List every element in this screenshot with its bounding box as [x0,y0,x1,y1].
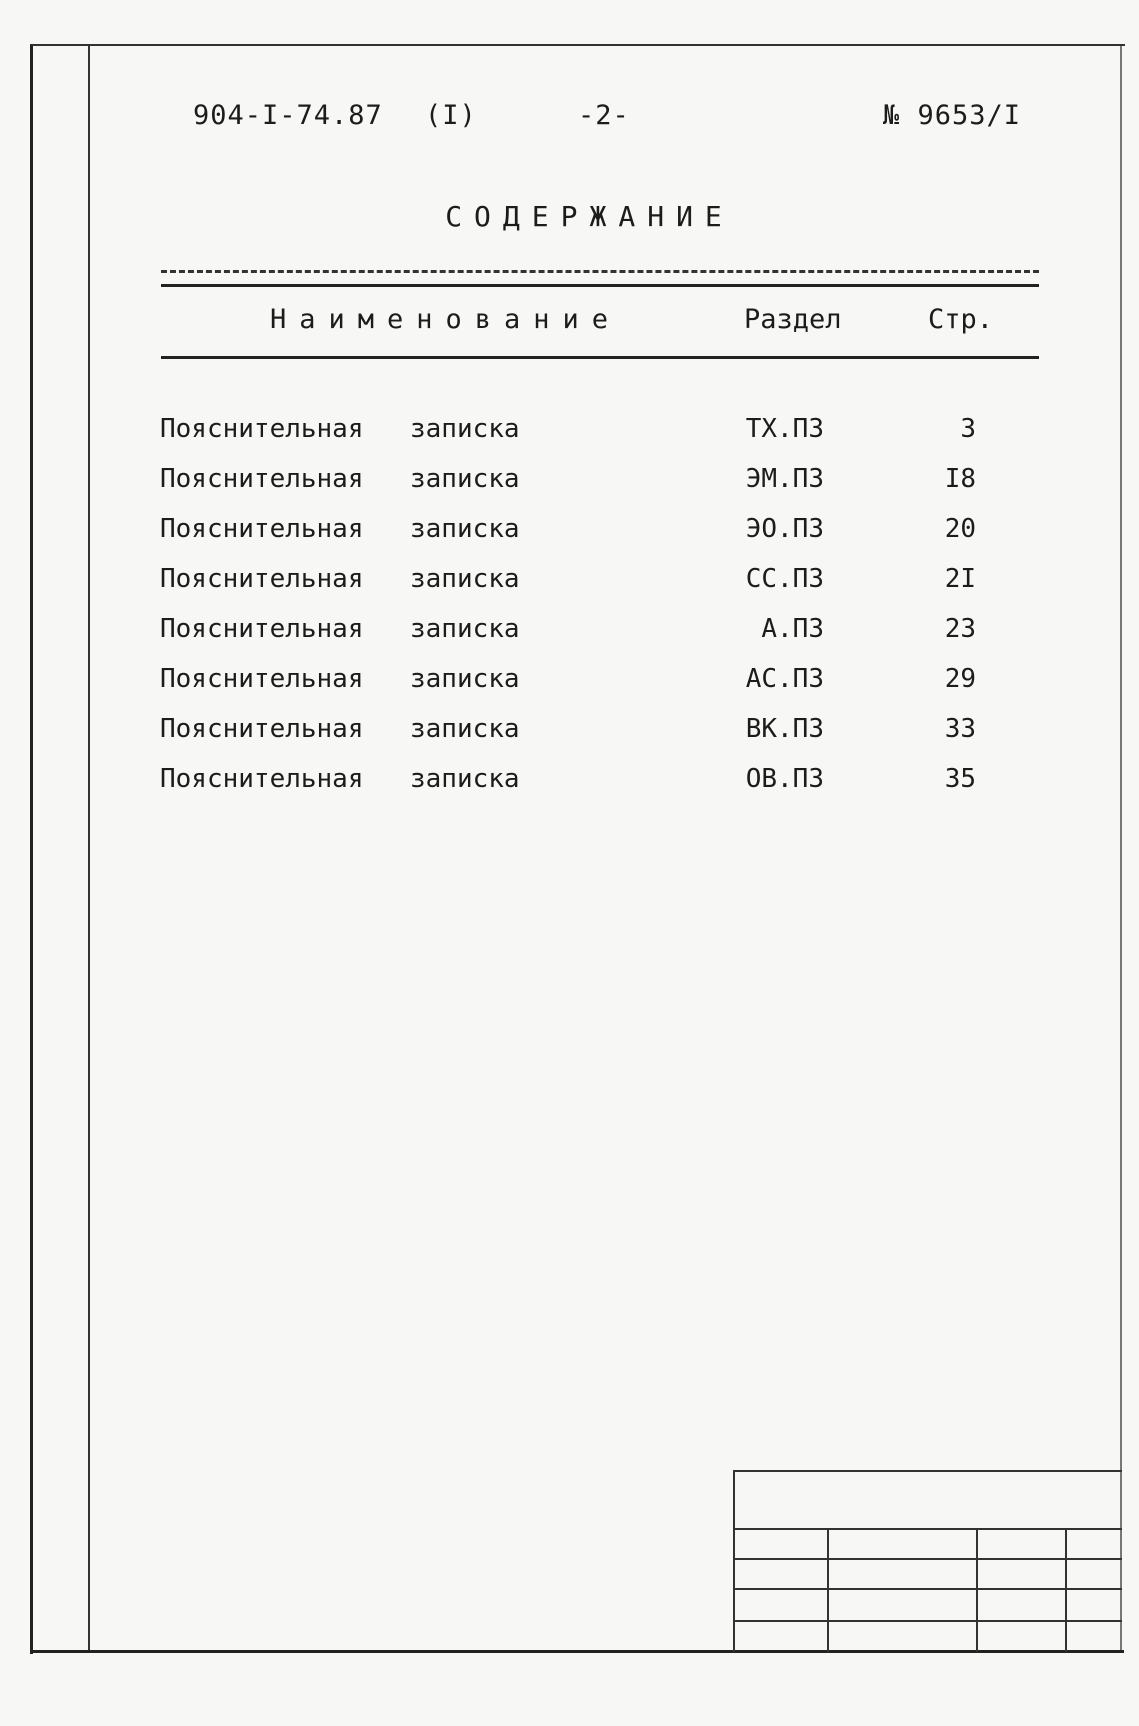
column-header-name: Наименование [270,304,622,335]
title-block-stamp [733,1470,1122,1652]
row-page: 20 [944,514,976,544]
page-number: -2- [578,100,630,131]
row-section: ЭМ.ПЗ [745,464,824,494]
row-section: ТХ.ПЗ [745,414,824,444]
row-name-word2: записка [410,464,520,494]
stamp-line [1065,1528,1067,1652]
row-section: ЭО.ПЗ [745,514,824,544]
page-frame-right-edge [1120,46,1122,1652]
table-row [0,464,1139,504]
row-name-word2: записка [410,664,520,694]
stamp-line [733,1588,1122,1590]
page-title: СОДЕРЖАНИЕ [445,200,734,233]
row-name-word1: Пояснительная [160,664,364,694]
table-row [0,514,1139,554]
document-part: (I) [425,100,477,131]
document-number: № 9653/I [883,100,1022,131]
dashed-divider [161,270,1039,273]
column-header-page: Стр. [928,304,994,335]
row-section: А.ПЗ [761,614,824,644]
stamp-line [976,1528,978,1652]
row-name-word1: Пояснительная [160,414,364,444]
row-name-word2: записка [410,514,520,544]
row-name-word1: Пояснительная [160,514,364,544]
row-page: 2I [944,564,976,594]
row-section: АС.ПЗ [745,664,824,694]
row-name-word2: записка [410,414,520,444]
table-row [0,414,1139,454]
row-name-word1: Пояснительная [160,764,364,794]
row-page: 33 [944,714,976,744]
table-row [0,764,1139,804]
stamp-line [733,1470,1122,1472]
row-name-word1: Пояснительная [160,614,364,644]
table-header-rule [161,356,1039,359]
table-row [0,664,1139,704]
table-top-rule [161,284,1039,287]
row-name-word1: Пояснительная [160,464,364,494]
row-section: СС.ПЗ [745,564,824,594]
row-name-word2: записка [410,764,520,794]
row-section: ВК.ПЗ [745,714,824,744]
document-code: 904-I-74.87 [193,100,383,131]
row-page: 35 [944,764,976,794]
stamp-line [733,1558,1122,1560]
row-name-word2: записка [410,614,520,644]
table-row [0,614,1139,654]
stamp-line [733,1470,735,1652]
row-page: 3 [960,414,976,444]
row-page: I8 [944,464,976,494]
stamp-line [733,1620,1122,1622]
row-name-word2: записка [410,564,520,594]
stamp-line [827,1528,829,1652]
column-header-section: Раздел [744,304,842,335]
row-page: 29 [944,664,976,694]
stamp-line [733,1528,1122,1530]
table-row [0,564,1139,604]
row-section: ОВ.ПЗ [745,764,824,794]
table-row [0,714,1139,754]
row-name-word1: Пояснительная [160,564,364,594]
row-name-word1: Пояснительная [160,714,364,744]
row-page: 23 [944,614,976,644]
row-name-word2: записка [410,714,520,744]
